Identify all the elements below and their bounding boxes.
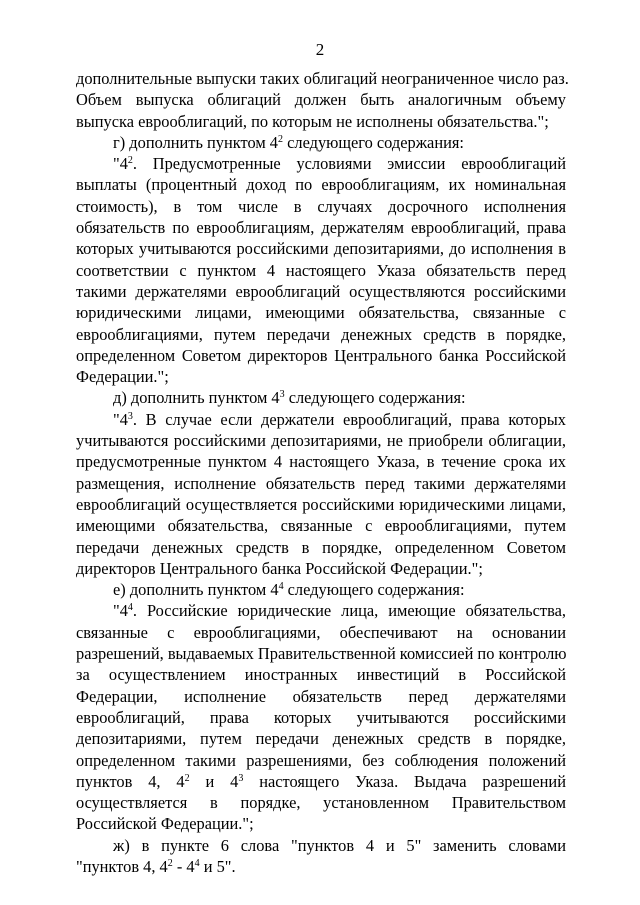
text-fragment: е) дополнить пунктом 4 — [113, 580, 279, 600]
text-fragment: и 4 — [189, 771, 239, 791]
text-line: Федерации, исполнение обязательств перед держателями — [76, 686, 566, 706]
text-line: директоров Центрального банка Российской Федерации."; — [76, 558, 483, 578]
text-line — [76, 579, 566, 600]
text-line: такими держателями еврооблигаций осуществляются российскими — [76, 281, 566, 301]
text-fragment: "4 — [113, 409, 128, 429]
text-line: дополнительные выпуски таких облигаций неограниченное число раз. — [76, 69, 569, 88]
text-line: выплаты (процентный доход по еврооблигациям, их номинальная — [76, 175, 566, 195]
text-line: юридическими лицами, имеющими обязательства, связанные с — [76, 303, 566, 323]
paragraph-item-zh — [76, 835, 566, 878]
text-line: определенном такими разрешениями, без соблюдения положений — [76, 750, 566, 770]
document-body — [76, 68, 569, 877]
superscript: 2 — [127, 155, 133, 167]
text-fragment: следующего содержания: — [283, 132, 464, 152]
text-fragment: "4 — [113, 601, 128, 621]
text-line — [76, 856, 566, 877]
paragraph-clause-4-3 — [76, 409, 566, 579]
text-line: еврооблигациями, путем передачи денежных средств в порядке, — [76, 324, 566, 344]
text-line: Объем выпуска облигаций должен быть аналогичным объему — [76, 90, 566, 110]
text-line: депозитариями, путем передачи денежных средств в порядке, — [76, 729, 566, 749]
text-line: которых учитываются российскими депозитариями, до исполнения в — [76, 239, 566, 259]
text-line: за осуществлением иностранных инвестиций в Российской — [76, 665, 566, 685]
superscript: 3 — [279, 389, 285, 401]
text-line: разрешений, выдаваемых Правительственной комиссией по контролю — [76, 644, 567, 664]
text-line — [76, 387, 566, 408]
text-line: предусмотренные пунктом 4 настоящего Указа, в течение срока их — [76, 452, 566, 472]
text-fragment: - 4 — [172, 856, 195, 876]
text-line: еврооблигаций осуществляется российскими юридическими лицами, — [76, 494, 566, 514]
superscript: 4 — [127, 602, 133, 614]
text-fragment: следующего содержания: — [284, 388, 466, 408]
paragraph-item-e — [76, 579, 566, 600]
text-fragment: "4 — [113, 154, 128, 174]
page-number: 2 — [315, 40, 325, 59]
text-line: еврооблигаций, права которых учитываются российскими — [76, 707, 566, 727]
text-fragment: . В случае если держатели еврооблигаций, права которых — [132, 409, 566, 429]
paragraph-item-g — [76, 132, 566, 153]
text-fragment: д) дополнить пунктом 4 — [113, 388, 280, 408]
text-fragment: . Российские юридические лица, имеющие обязательства, — [132, 601, 566, 621]
superscript: 4 — [194, 857, 200, 869]
text-line: обязательств по еврооблигациям, держателям еврооблигаций, права — [76, 218, 566, 238]
text-line: учитываются российскими депозитариями, не приобрели облигации, — [76, 431, 566, 451]
superscript: 3 — [127, 410, 133, 422]
paragraph-clause-4-4 — [76, 600, 566, 834]
superscript: 3 — [238, 772, 244, 784]
text-line: передачи денежных средств в порядке, определенном Советом — [76, 537, 566, 557]
text-fragment: настоящего Указа. Выдача разрешений — [243, 771, 566, 791]
text-line: связанные с еврооблигациями, обеспечивают на основании — [76, 622, 566, 642]
text-line — [76, 132, 566, 153]
superscript: 4 — [278, 581, 284, 593]
text-line: Российской Федерации."; — [76, 814, 254, 834]
superscript: 2 — [167, 857, 173, 869]
text-line: стоимость), в том числе в случаях досрочного исполнения — [76, 196, 566, 216]
text-line: ж) в пункте 6 слова "пунктов 4 и 5" заменить словами — [113, 835, 566, 855]
superscript: 2 — [184, 772, 190, 784]
paragraph-item-d — [76, 387, 566, 408]
text-fragment: г) дополнить пунктом 4 — [113, 132, 279, 152]
text-fragment: "пунктов 4, 4 — [76, 856, 168, 876]
text-line: определенном Советом директоров Центрального банка Российской — [76, 345, 566, 365]
paragraph-clause-4-2 — [76, 153, 566, 387]
text-fragment: следующего содержания: — [283, 580, 465, 600]
text-fragment: . Предусмотренные условиями эмиссии еврооблигаций — [132, 154, 566, 174]
text-line: размещения, исполнение обязательств перед такими держателями — [76, 473, 566, 493]
text-line — [76, 409, 566, 430]
text-line: соответствии с пунктом 4 настоящего Указа обязательств перед — [76, 260, 566, 280]
text-line — [76, 153, 566, 174]
text-line — [76, 600, 566, 621]
text-line: выпуска еврооблигаций, по которым не исполнены обязательства."; — [76, 111, 549, 131]
text-fragment: пунктов 4, 4 — [76, 771, 185, 791]
text-line — [76, 771, 566, 792]
text-fragment: и 5". — [199, 856, 236, 876]
text-line: осуществляется в порядке, установленном Правительством — [76, 793, 566, 813]
superscript: 2 — [278, 133, 284, 145]
paragraph-continuation — [76, 68, 569, 132]
text-line: имеющими обязательства, связанные с еврооблигациями, путем — [76, 516, 566, 536]
text-line: Федерации."; — [76, 367, 169, 387]
